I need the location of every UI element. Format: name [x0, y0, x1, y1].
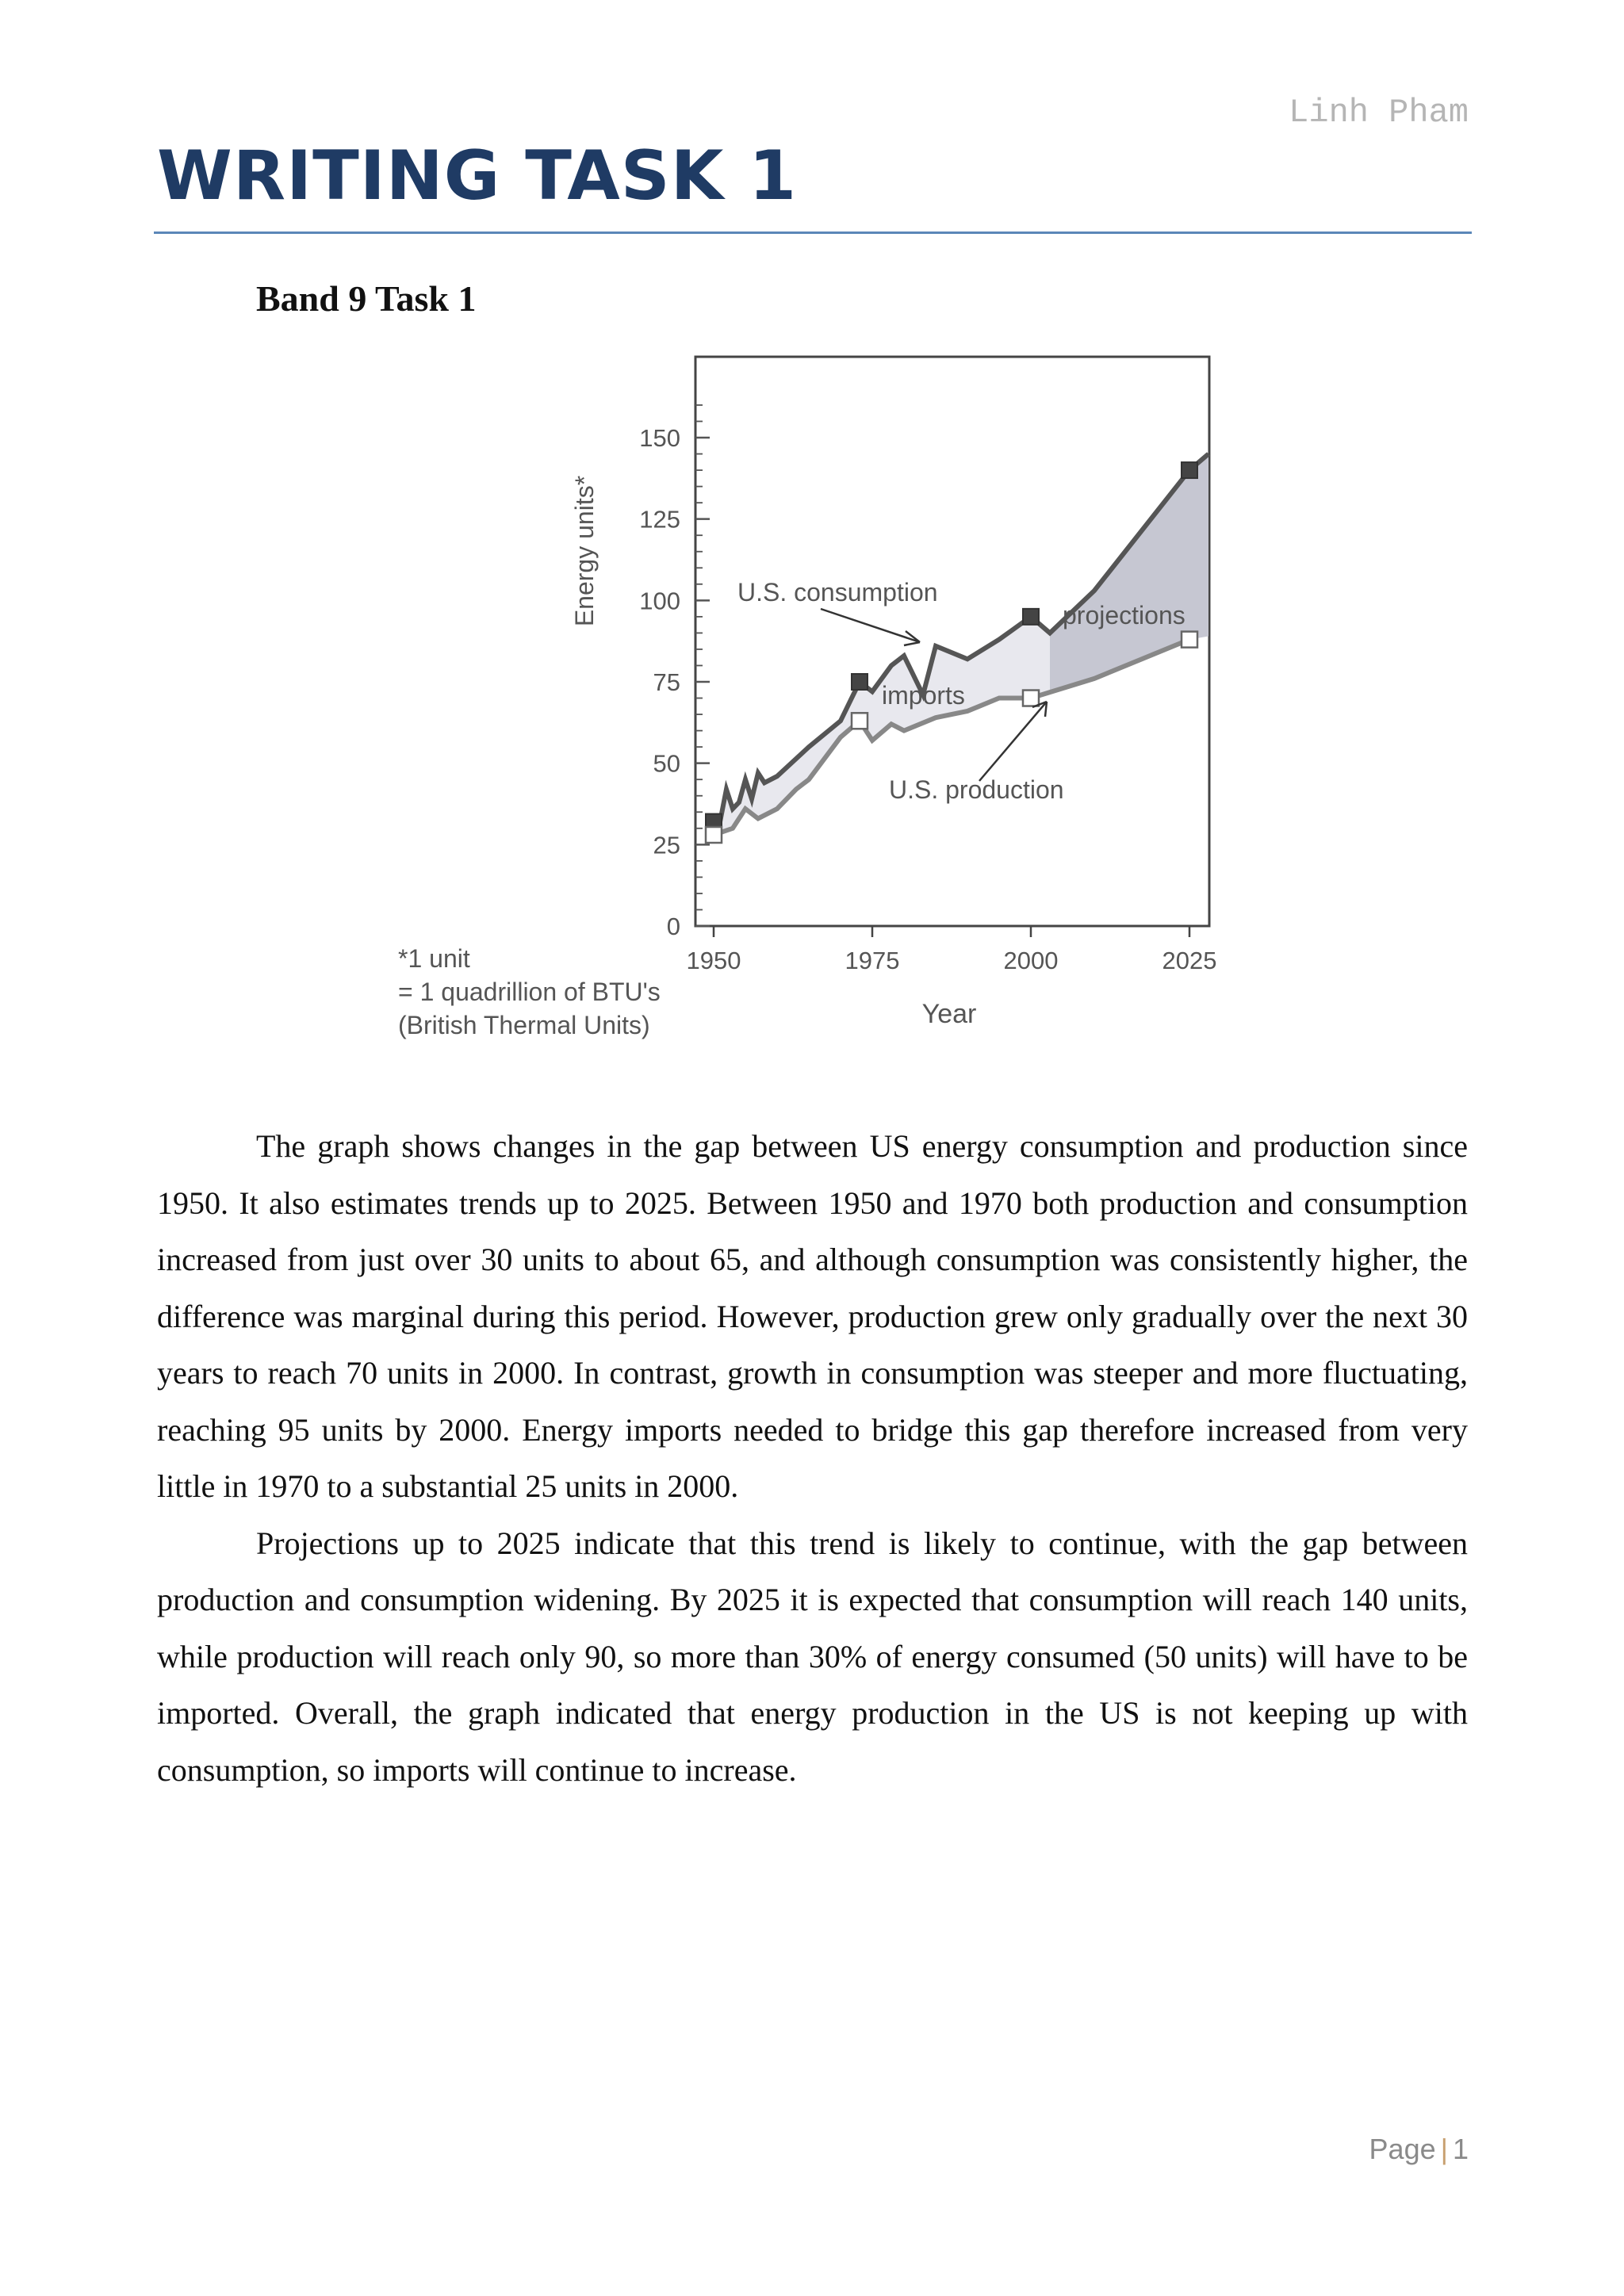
- page-number: [1369, 2133, 1469, 2166]
- page-title: WRITING TASK 1: [157, 136, 798, 216]
- x-tick-label: 2025: [1162, 947, 1217, 974]
- production-marker: [1182, 632, 1197, 648]
- footnote-line-1: *1 unit: [398, 944, 470, 973]
- consumption-marker: [1182, 462, 1197, 478]
- page-number-value: 1: [1452, 2133, 1469, 2165]
- page-label: Page: [1369, 2133, 1436, 2165]
- section-subtitle: Band 9 Task 1: [256, 278, 477, 319]
- paragraph-1: The graph shows changes in the gap between US energy consumption and production since 1950. It also estimates trends up to 2025. Between 1950 and 1970 both production and consumption increased from just over 30 units to about 65, and although consumption was consistently higher, the difference was marginal during this period. However, production grew only gradually over the next 30 years to reach 70 units in 2000. In contrast, growth in consumption was steeper and more fluctuating, reaching 95 units by 2000. Energy imports needed to bridge this gap therefore increased from very little in 1970 to a substantial 25 units in 2000.: [157, 1128, 1468, 1504]
- x-tick-label: 1950: [686, 947, 741, 974]
- y-tick-label: 150: [639, 424, 680, 452]
- annotation-imports: imports: [882, 681, 965, 710]
- energy-line-chart: [373, 341, 1459, 1062]
- production-marker: [706, 827, 722, 843]
- footnote-line-3: (British Thermal Units): [398, 1011, 650, 1039]
- production-marker: [852, 713, 868, 729]
- consumption-marker: [1023, 609, 1039, 625]
- production-arrow: [979, 702, 1047, 781]
- energy-chart-figure: [373, 341, 1459, 1062]
- y-tick-label: 25: [653, 831, 680, 859]
- x-tick-label: 1975: [845, 947, 900, 974]
- x-tick-label: 2000: [1003, 947, 1059, 974]
- consumption-arrow: [821, 609, 920, 642]
- title-underline: [154, 232, 1472, 234]
- author-name: Linh Pham: [1289, 94, 1469, 132]
- y-tick-label: 100: [639, 587, 680, 615]
- annotation-projections: projections: [1063, 601, 1185, 629]
- paragraph-2: Projections up to 2025 indicate that this trend is likely to continue, with the gap between production and consumption widening. By 2025 it is expected that consumption will reach 140 units, while production will reach only 90, so more than 30% of energy consumed (50 units) will have to be imported. Overall, the graph indicated that energy production in the US is not keeping up with consumption, so imports will continue to increase.: [157, 1525, 1468, 1788]
- annotation-production: U.S. production: [889, 775, 1064, 804]
- annotation-consumption: U.S. consumption: [737, 578, 938, 607]
- production-marker: [1023, 691, 1039, 706]
- projections-gap-area: [1050, 454, 1208, 693]
- y-tick-label: 125: [639, 505, 680, 534]
- y-axis-label: Energy units*: [570, 475, 599, 627]
- essay-body: [157, 1118, 1468, 1798]
- x-axis-label: Year: [921, 999, 977, 1029]
- footnote-line-2: = 1 quadrillion of BTU's: [398, 978, 661, 1006]
- y-tick-label: 0: [666, 913, 680, 940]
- page-separator: |: [1440, 2133, 1448, 2165]
- y-tick-label: 75: [653, 668, 680, 696]
- y-tick-label: 50: [653, 749, 680, 778]
- consumption-marker: [852, 674, 868, 690]
